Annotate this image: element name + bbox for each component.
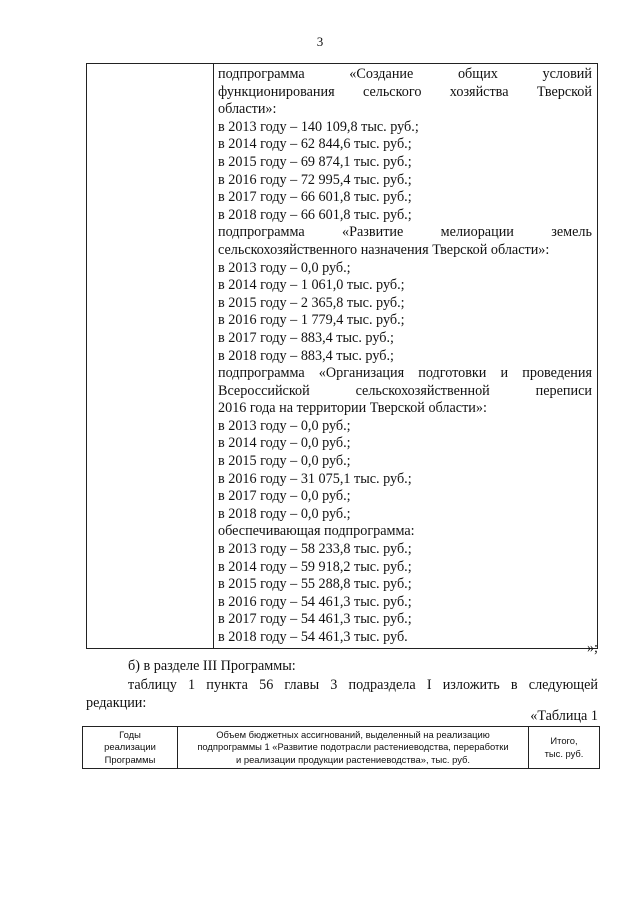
funding-year-line: в 2017 году – 66 601,8 тыс. руб.; (218, 189, 412, 206)
funding-year-line: в 2013 году – 0,0 руб.; (218, 259, 351, 276)
header-text: Объем бюджетных ассигнований, выделенный на реализацию (216, 729, 490, 740)
header-text: и реализации продукции растениеводства», тыс. руб. (236, 753, 470, 765)
funding-year-line: в 2015 году – 55 288,8 тыс. руб.; (218, 576, 412, 593)
table-header-row (83, 727, 600, 769)
subprogram-title-line: 2016 года на территории Тверской области»: (218, 400, 487, 417)
empty-left-cell (87, 64, 214, 649)
header-text: Программы (104, 753, 156, 765)
subprogram-title-line: подпрограмма «Создание общих условий (218, 66, 592, 82)
funding-year-line: в 2014 году – 1 061,0 тыс. руб.; (218, 277, 405, 294)
funding-year-line: в 2014 году – 62 844,6 тыс. руб.; (218, 136, 412, 153)
funding-year-line: в 2015 году – 0,0 руб.; (218, 453, 351, 470)
table1-header (82, 726, 600, 769)
instruction-line: таблицу 1 пункта 56 главы 3 подраздела I изложить в следующей (128, 677, 598, 693)
funding-year-line: в 2018 году – 883,4 тыс. руб.; (218, 347, 394, 364)
header-years (83, 727, 178, 769)
funding-year-line: в 2016 году – 1 779,4 тыс. руб.; (218, 312, 405, 329)
funding-year-line: в 2016 году – 54 461,3 тыс. руб.; (218, 593, 412, 610)
funding-year-line: в 2017 году – 883,4 тыс. руб.; (218, 329, 394, 346)
funding-year-line: в 2018 году – 66 601,8 тыс. руб.; (218, 206, 412, 223)
subprogram-title-line: подпрограмма «Развитие мелиорации земель (218, 224, 592, 241)
subprogram-title-line: подпрограмма «Организация подготовки и проведения (218, 365, 592, 382)
funding-year-line: в 2013 году – 58 233,8 тыс. руб.; (218, 541, 412, 558)
header-total (529, 727, 600, 769)
funding-year-line: в 2014 году – 0,0 руб.; (218, 435, 351, 452)
funding-year-line: в 2017 году – 0,0 руб.; (218, 488, 351, 505)
header-text: Итого, (550, 735, 578, 747)
funding-year-line: в 2015 году – 2 365,8 тыс. руб.; (218, 294, 405, 311)
header-text: реализации (104, 741, 156, 753)
funding-year-line: в 2018 году – 54 461,3 тыс. руб. (218, 629, 408, 645)
funding-year-line: в 2015 году – 69 874,1 тыс. руб.; (218, 153, 412, 170)
header-text: тыс. руб. (544, 747, 584, 759)
header-text: Годы (119, 729, 141, 740)
subprogram-title-line: области»: (218, 101, 277, 118)
subprogram-title-line: обеспечивающая подпрограмма: (218, 523, 415, 540)
header-text: подпрограммы 1 «Развитие подотрасли растениеводства, переработки (197, 741, 509, 753)
funding-year-line: в 2014 году – 59 918,2 тыс. руб.; (218, 558, 412, 575)
section-b-heading: б) в разделе III Программы: (128, 658, 296, 674)
header-allocation (178, 727, 529, 769)
closing-quote: »; (586, 640, 598, 656)
page-number: 3 (316, 34, 324, 49)
funding-year-line: в 2013 году – 0,0 руб.; (218, 417, 351, 434)
funding-table (86, 63, 598, 649)
subprogram-title-line: сельскохозяйственного назначения Тверской области»: (218, 241, 550, 258)
funding-year-line: в 2018 году – 0,0 руб.; (218, 505, 351, 522)
funding-year-line: в 2016 году – 72 995,4 тыс. руб.; (218, 171, 412, 188)
section-b-instruction (86, 676, 598, 713)
funding-year-line: в 2013 году – 140 109,8 тыс. руб.; (218, 118, 419, 135)
subprogram-title-line: Всероссийской сельскохозяйственной переписи (218, 382, 592, 399)
table-row (87, 64, 598, 649)
funding-cell (214, 64, 598, 649)
instruction-line: редакции: (86, 695, 147, 712)
table-caption: «Таблица 1 (530, 708, 598, 724)
funding-year-line: в 2017 году – 54 461,3 тыс. руб.; (218, 611, 412, 628)
subprogram-title-line: функционирования сельского хозяйства Тверской (218, 83, 592, 100)
funding-year-line: в 2016 году – 31 075,1 тыс. руб.; (218, 470, 412, 487)
